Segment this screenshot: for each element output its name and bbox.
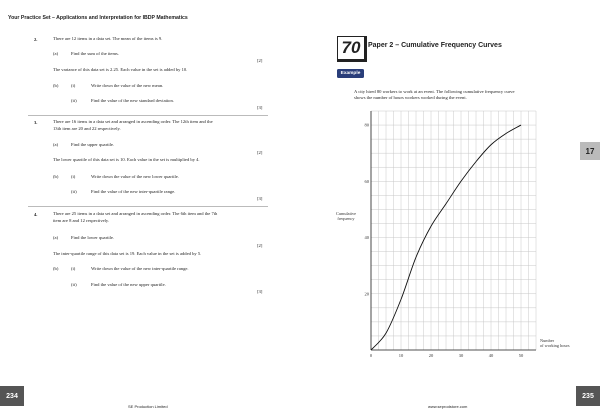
part-b-ii-text: Find the value of the new upper quartile. (91, 282, 166, 287)
question-number: 2. (34, 37, 38, 42)
x-tick-label: 30 (458, 353, 464, 358)
subpart-label: (i) (71, 174, 76, 179)
marks: [3] (257, 289, 263, 294)
example-intro-line: A city hired 80 workers to work at an event. The following cumulative frequency curve (354, 89, 515, 94)
part-b-i-text: Write down the value of the new mean. (91, 83, 164, 88)
question-intro: 13th item are 20 and 22 respectively. (53, 126, 121, 131)
chapter-side-tab: 17 (580, 142, 600, 160)
y-tick-label: 60 (364, 178, 369, 184)
question-intro: There are 12 items in a data set. The mean of the items is 9. (53, 36, 163, 41)
part-label: (a) (53, 235, 59, 240)
y-axis-title: Cumulative frequency (335, 211, 357, 222)
subpart-label: (ii) (71, 282, 77, 287)
x-tick-label: 40 (488, 353, 494, 358)
x-tick-label: 0 (369, 353, 373, 358)
question-statement: The variance of this data set is 2.25. Each value in the set is added by 10. (53, 67, 188, 72)
chapter-title: Paper 2 – Cumulative Frequency Curves (368, 42, 502, 49)
part-a-text: Find the lower quartile. (71, 235, 115, 240)
subpart-label: (i) (71, 266, 76, 271)
part-b-ii-text: Find the value of the new standard deviation. (91, 98, 174, 103)
part-b-i-text: Write down the value of the new lower quartile. (91, 174, 179, 179)
x-axis-title: Number of working hours (540, 338, 570, 348)
marks: [3] (257, 105, 263, 110)
question-intro: There are 16 items in a data set and arranged in ascending order. The 12th item and the (53, 119, 213, 124)
question-number: 3. (34, 120, 38, 125)
x-tick-label: 20 (428, 353, 434, 358)
marks: [2] (257, 58, 263, 63)
question-statement: The inter-quartile range of this data set is 19. Each value in the set is added by 5. (53, 251, 202, 256)
example-intro-line: shows the number of hours workers worked during the event. (354, 95, 467, 101)
y-tick-label: 80 (364, 122, 369, 128)
page-header: Your Practice Set – Applications and Interpretation for IBDP Mathematics (8, 15, 188, 21)
question-statement: The lower quartile of this data set is 10. Each value in the set is multiplied by 4. (53, 157, 200, 162)
marks: [2] (257, 150, 263, 155)
subpart-label: (i) (71, 83, 76, 88)
y-tick-label: 40 (364, 235, 369, 241)
part-a-text: Find the upper quartile. (71, 142, 115, 147)
x-tick-label: 50 (518, 353, 524, 358)
part-b-ii-text: Find the value of the new inter-quartile range. (91, 189, 176, 194)
footer-publisher: SE Production Limited (128, 404, 168, 409)
part-label: (b) (53, 174, 59, 179)
part-label: (b) (53, 266, 59, 271)
chart-grid (371, 111, 536, 350)
marks: [3] (257, 196, 263, 201)
y-tick-label: 20 (364, 291, 369, 297)
part-label: (a) (53, 51, 59, 56)
chapter-number-badge: 70 (337, 36, 367, 62)
example-label: Example (337, 69, 364, 78)
page-number-left: 234 (0, 386, 24, 406)
subpart-label: (ii) (71, 98, 77, 103)
question-intro: item are 8 and 12 respectively. (53, 218, 110, 223)
question-number: 4. (34, 212, 38, 217)
part-b-i-text: Write down the value of the new inter-quartile range. (91, 266, 189, 271)
x-tick-label: 10 (398, 353, 404, 358)
marks: [2] (257, 243, 263, 248)
part-a-text: Find the sum of the items. (71, 51, 119, 56)
subpart-label: (ii) (71, 189, 77, 194)
footer-website: www.seprodstore.com (428, 404, 468, 409)
part-label: (b) (53, 83, 59, 88)
page-number-right: 235 (576, 386, 600, 406)
part-label: (a) (53, 142, 59, 147)
question-intro: There are 25 items in a data set and arranged in ascending order. The 6th item and the 7th (53, 211, 218, 216)
